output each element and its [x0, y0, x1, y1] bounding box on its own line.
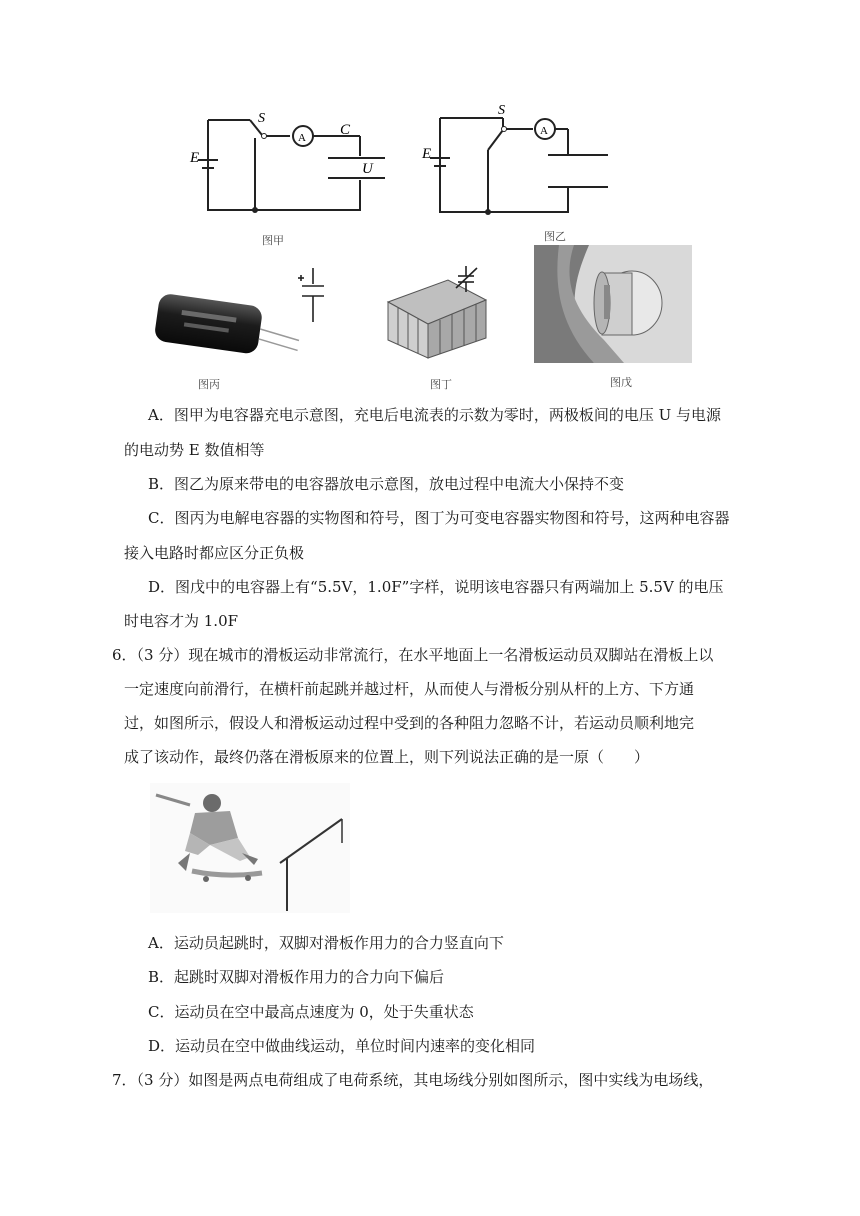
- q5-option-c-line1: C．图丙为电解电容器的实物图和符号，图丁为可变电容器实物图和符号，这两种电容器: [148, 509, 730, 527]
- figure-jia: [180, 100, 390, 220]
- figure-ding: [378, 262, 498, 367]
- q6-option-d: D．运动员在空中做曲线运动，单位时间内速率的变化相同: [148, 1037, 536, 1055]
- caption-ding: 图丁: [430, 378, 452, 391]
- figure-skateboard: [150, 783, 350, 913]
- label-c: C: [340, 122, 351, 138]
- label-e: E: [422, 146, 432, 162]
- label-a: A: [298, 132, 306, 144]
- variable-capacitor-image: [378, 262, 498, 367]
- label-u: U: [362, 161, 373, 177]
- q6-stem-line4: 成了该动作，最终仍落在滑板原来的位置上，则下列说法正确的是一原（ ）: [124, 748, 650, 766]
- q5-option-d-line1: D．图戊中的电容器上有“5.5V，1.0F”字样，说明该电容器只有两端加上 5.5V 的电压: [148, 578, 724, 596]
- q5-option-b: B．图乙为原来带电的电容器放电示意图，放电过程中电流大小保持不变: [148, 475, 625, 493]
- q6-stem-line3: 过，如图所示，假设人和滑板运动过程中受到的各种阻力忽略不计，若运动员顺利地完: [124, 714, 695, 732]
- label-s: S: [258, 111, 265, 126]
- electrolytic-capacitor-image: [150, 262, 340, 372]
- skateboarder-photo-image: [150, 783, 350, 913]
- q6-stem-line2: 一定速度向前滑行，在横杆前起跳并越过杆，从而使人与滑板分别从杆的上方、下方通: [124, 680, 695, 698]
- q5-option-a-line2: 的电动势 E 数值相等: [124, 441, 265, 459]
- q5-option-c-line2: 接入电路时都应区分正负极: [124, 544, 305, 562]
- q6-option-b: B．起跳时双脚对滑板作用力的合力向下偏后: [148, 968, 445, 986]
- supercapacitor-photo-image: [534, 245, 692, 363]
- figure-bing: [150, 262, 340, 372]
- label-s: S: [498, 103, 505, 118]
- label-e: E: [190, 150, 200, 166]
- label-a: A: [540, 125, 548, 137]
- q6-option-a: A．运动员起跳时，双脚对滑板作用力的合力竖直向下: [148, 934, 504, 952]
- circuit-yi-diagram: [418, 100, 638, 220]
- capacitor-symbol-icon: [298, 268, 324, 322]
- caption-jia: 图甲: [262, 234, 284, 247]
- q5-option-a-line1: A．图甲为电容器充电示意图，充电后电流表的示数为零时，两极板间的电压 U 与电源: [148, 406, 722, 424]
- caption-bing: 图丙: [198, 378, 220, 391]
- figure-yi: [418, 100, 638, 220]
- circuit-jia-diagram: [180, 100, 390, 220]
- q6-option-c: C．运动员在空中最高点速度为 0，处于失重状态: [148, 1003, 474, 1021]
- q5-option-d-line2: 时电容才为 1.0F: [124, 612, 239, 630]
- caption-wu: 图戊: [610, 376, 632, 389]
- figure-wu: [534, 245, 692, 363]
- q6-stem-line1: 6．（3 分）现在城市的滑板运动非常流行，在水平地面上一名滑板运动员双脚站在滑板上以: [112, 646, 714, 664]
- q7-stem-line1: 7．（3 分）如图是两点电荷组成了电荷系统，其电场线分别如图所示，图中实线为电场线，: [112, 1071, 714, 1089]
- caption-yi: 图乙: [544, 230, 566, 243]
